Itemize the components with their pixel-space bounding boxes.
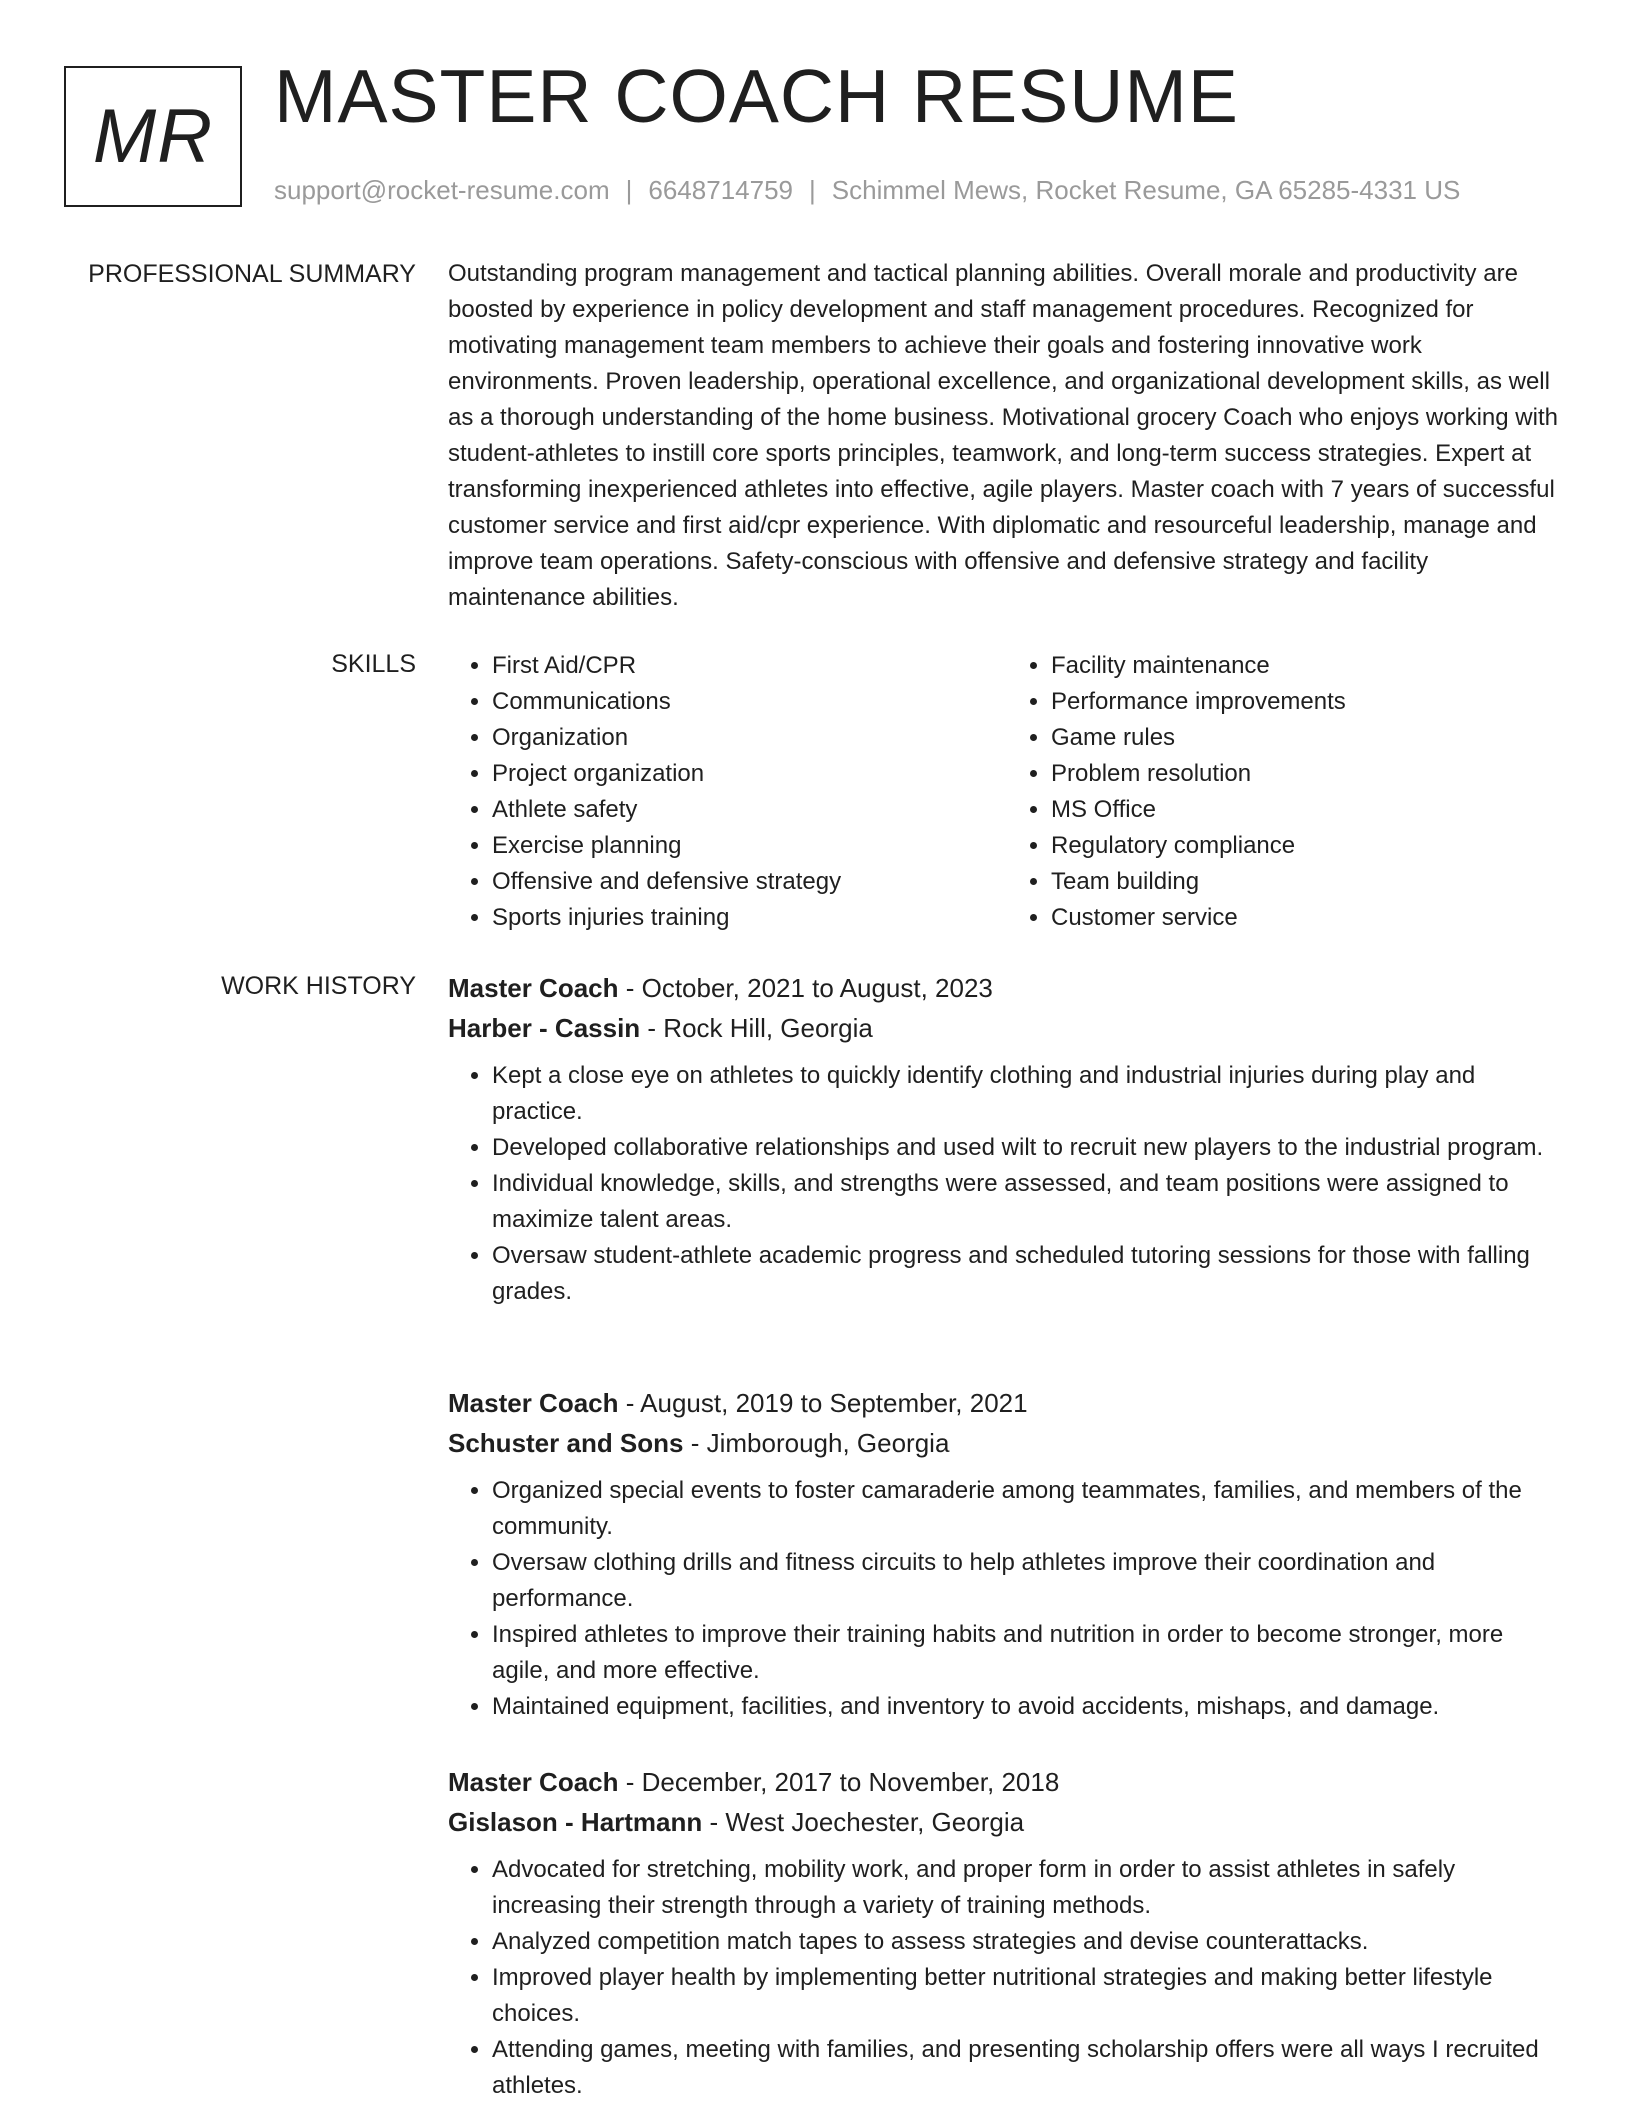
skill-item: • Problem resolution xyxy=(1051,756,1566,792)
skill-item: • Game rules xyxy=(1051,720,1566,756)
job-entry xyxy=(448,1762,1566,2104)
job-bullets xyxy=(448,1058,1566,1310)
page-title: MASTER COACH RESUME xyxy=(274,54,1239,138)
job-title-line xyxy=(448,1762,1566,1802)
job-entry xyxy=(448,1383,1566,1725)
job-bullet: • Oversaw student-athlete academic progress and scheduled tutoring sessions for those with falling grades. xyxy=(492,1238,1566,1310)
job-bullet: • Organized special events to foster camaraderie among teammates, families, and members of the community. xyxy=(492,1473,1566,1545)
job-company-line xyxy=(448,1008,1566,1048)
summary-section xyxy=(448,256,1566,616)
job-company: Harber - Cassin xyxy=(448,1013,641,1043)
initials-text: MR xyxy=(92,94,214,179)
skill-item: • Athlete safety xyxy=(492,792,1007,828)
job-entry xyxy=(448,968,1566,1310)
job-role: Master Coach xyxy=(448,1767,619,1797)
contact-phone[interactable]: 6648714759 xyxy=(648,175,793,205)
job-bullet: • Kept a close eye on athletes to quickly identify clothing and industrial injuries during play and practice. xyxy=(492,1058,1566,1130)
job-company-line xyxy=(448,1802,1566,1842)
skill-item: • Organization xyxy=(492,720,1007,756)
job-location: - West Joechester, Georgia xyxy=(702,1807,1025,1837)
job-bullet: • Oversaw clothing drills and fitness circuits to help athletes improve their coordination and performance. xyxy=(492,1545,1566,1617)
job-bullets xyxy=(448,1473,1566,1725)
skill-item: • Communications xyxy=(492,684,1007,720)
job-bullet: • Individual knowledge, skills, and strengths were assessed, and team positions were assigned to maximize talent areas. xyxy=(492,1166,1566,1238)
job-bullet: • Developed collaborative relationships and used wilt to recruit new players to the industrial program. xyxy=(492,1130,1566,1166)
job-bullet: • Attending games, meeting with families, and presenting scholarship offers were all ways I recruited athletes. xyxy=(492,2032,1566,2104)
job-company-line xyxy=(448,1423,1566,1463)
skill-item: • Performance improvements xyxy=(1051,684,1566,720)
job-dates: - August, 2019 to September, 2021 xyxy=(618,1388,1028,1418)
contact-address: Schimmel Mews, Rocket Resume, GA 65285-4331 US xyxy=(831,175,1461,205)
job-role: Master Coach xyxy=(448,973,619,1003)
skill-item: • MS Office xyxy=(1051,792,1566,828)
skills-list-right xyxy=(1007,648,1566,936)
skills-list-left xyxy=(448,648,1007,936)
contact-separator: | xyxy=(625,175,633,205)
skill-item: • Offensive and defensive strategy xyxy=(492,864,1007,900)
contact-separator: | xyxy=(809,175,816,205)
skill-item: • Regulatory compliance xyxy=(1051,828,1566,864)
skills-label: SKILLS xyxy=(331,650,416,678)
contact-email[interactable]: support@rocket-resume.com xyxy=(274,175,610,205)
job-role: Master Coach xyxy=(448,1388,619,1418)
contact-line xyxy=(274,175,1460,206)
job-company: Schuster and Sons xyxy=(448,1428,684,1458)
skill-item: • First Aid/CPR xyxy=(492,648,1007,684)
job-bullet: • Inspired athletes to improve their training habits and nutrition in order to become stronger, more agile, and more effective. xyxy=(492,1617,1566,1689)
work-history-label: WORK HISTORY xyxy=(221,972,416,1000)
job-company: Gislason - Hartmann xyxy=(448,1807,703,1837)
skill-item: • Customer service xyxy=(1051,900,1566,936)
initials-monogram xyxy=(64,66,242,207)
summary-text: Outstanding program management and tactical planning abilities. Overall morale and productivity are boosted by experience in policy development and staff management procedures. Recognized for motivating management team members to achieve their goals and fostering innovative work environments. Proven leadership, operational excellence, and organizational development skills, as well as a thorough understanding of the home business. Motivational grocery Coach who enjoys working with student-athletes to instill core sports principles, teamwork, and long-term success strategies. Expert at transforming inexperienced athletes into effective, agile players. Master coach with 7 years of successful customer service and first aid/cpr experience. With diplomatic and resourceful leadership, manage and improve team operations. Safety-conscious with offensive and defensive strategy and facility maintenance abilities. xyxy=(448,260,1558,611)
job-title-line xyxy=(448,968,1566,1008)
job-bullets xyxy=(448,1852,1566,2104)
job-location: - Rock Hill, Georgia xyxy=(640,1013,873,1043)
job-bullet: • Advocated for stretching, mobility work, and proper form in order to assist athletes in safely increasing their strength through a variety of training methods. xyxy=(492,1852,1566,1924)
skill-item: • Sports injuries training xyxy=(492,900,1007,936)
skill-item: • Team building xyxy=(1051,864,1566,900)
summary-label: PROFESSIONAL SUMMARY xyxy=(88,260,416,288)
job-bullet: • Analyzed competition match tapes to assess strategies and devise counterattacks. xyxy=(492,1924,1566,1960)
skill-item: • Exercise planning xyxy=(492,828,1007,864)
skills-section xyxy=(448,648,1566,936)
skill-item: • Facility maintenance xyxy=(1051,648,1566,684)
job-bullet: • Improved player health by implementing better nutritional strategies and making better lifestyle choices. xyxy=(492,1960,1566,2032)
job-location: - Jimborough, Georgia xyxy=(683,1428,950,1458)
skill-item: • Project organization xyxy=(492,756,1007,792)
job-title-line xyxy=(448,1383,1566,1423)
job-dates: - December, 2017 to November, 2018 xyxy=(618,1767,1060,1797)
job-bullet: • Maintained equipment, facilities, and inventory to avoid accidents, mishaps, and damage. xyxy=(492,1689,1566,1725)
job-dates: - October, 2021 to August, 2023 xyxy=(618,973,993,1003)
